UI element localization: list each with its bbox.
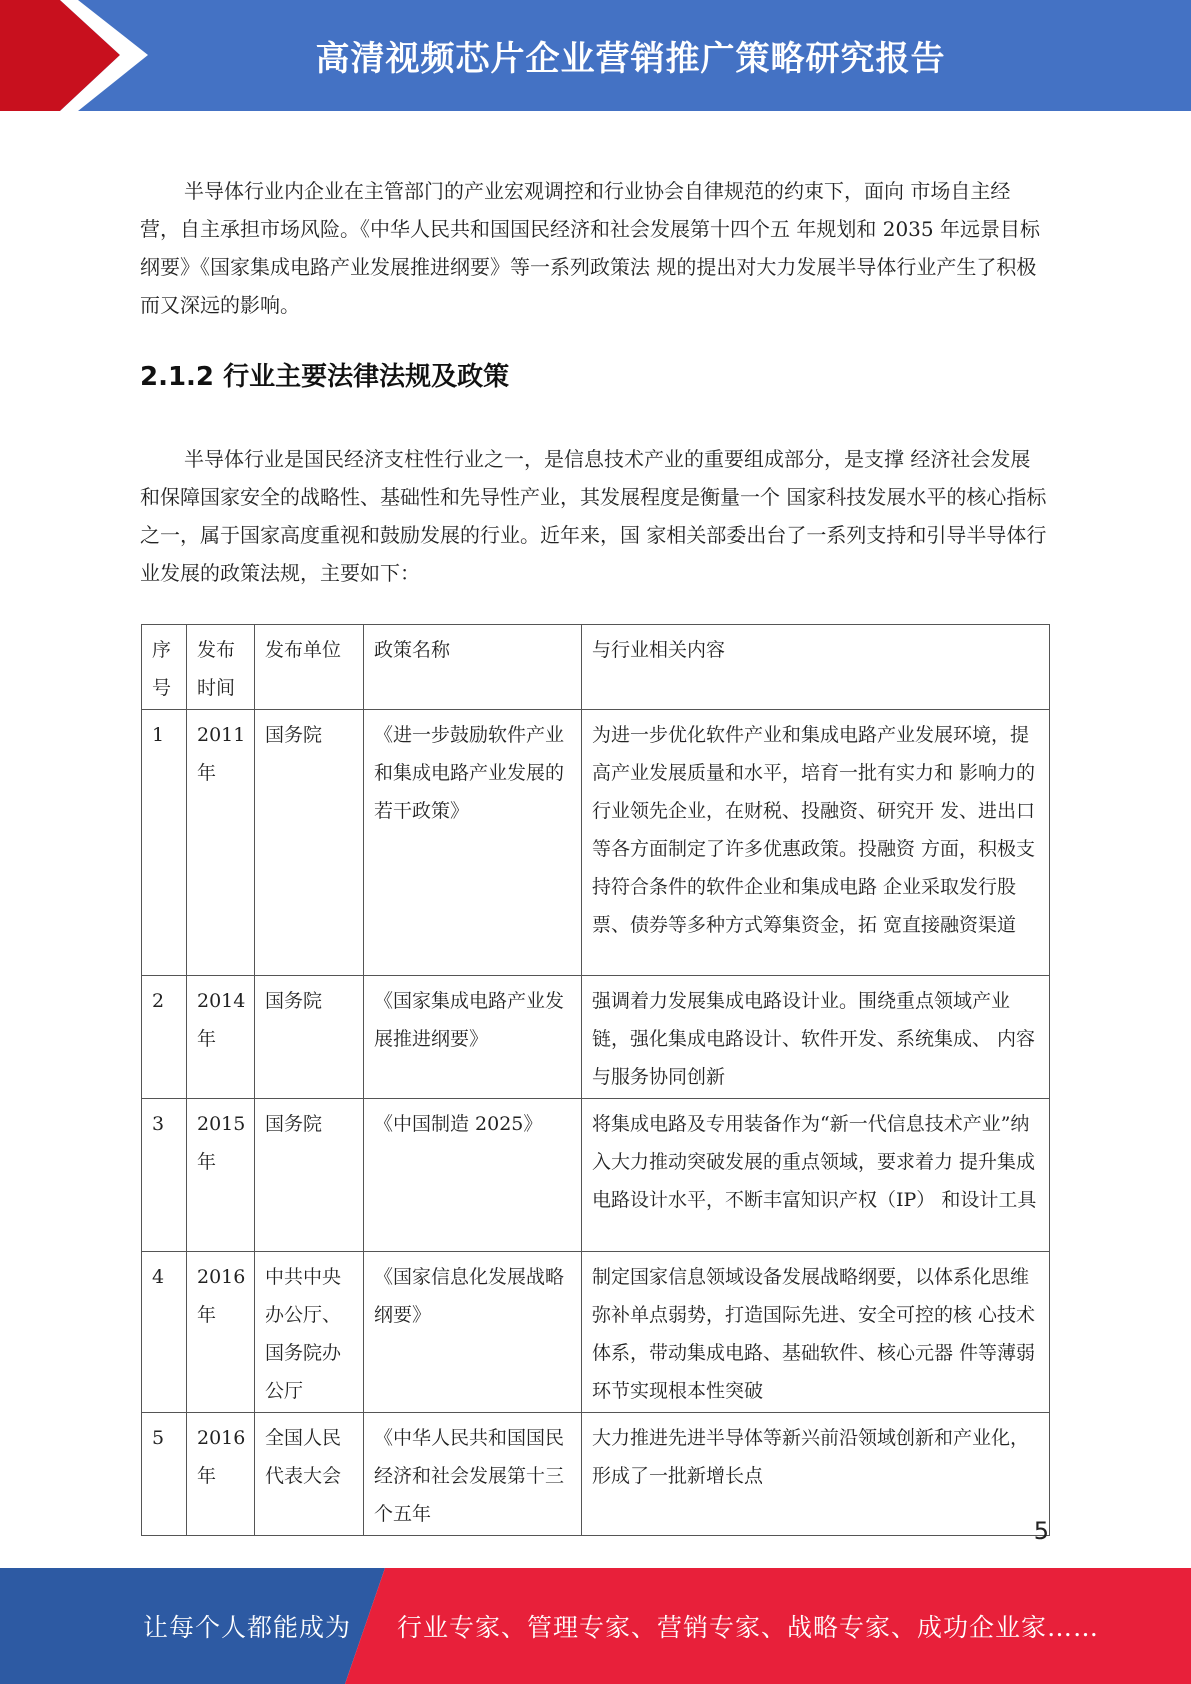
- cell-policy: 《中国制造 2025》: [364, 1099, 582, 1252]
- header-arrow-decoration: [0, 0, 150, 111]
- table-row: [142, 1413, 1050, 1536]
- cell-seq: 4: [142, 1252, 187, 1413]
- table-row: [142, 1252, 1050, 1413]
- page-number: 5: [1033, 1517, 1049, 1545]
- cell-seq: 1: [142, 710, 187, 976]
- cell-date: 2011年: [187, 710, 255, 976]
- intro-paragraph: 半导体行业内企业在主管部门的产业宏观调控和行业协会自律规范的约束下，面向 市场自主经营，自主承担市场风险。《中华人民共和国国民经济和社会发展第十四个五 年规划和 2035 年远景目标纲要》《国家集成电路产业发展推进纲要》等一系列政策法 规的提出对大力发展半导体行业产生了积极而又深远的影响。: [140, 179, 1040, 317]
- footer-slogan-right: 行业专家、管理专家、营销专家、战略专家、成功企业家……: [397, 1613, 1100, 1642]
- header-issuer: 发布单位: [255, 625, 364, 710]
- cell-date: 2014年: [187, 976, 255, 1099]
- table-row: [142, 710, 1050, 976]
- header-policy: 政策名称: [364, 625, 582, 710]
- cell-policy: 《国家集成电路产业发展推进纲要》: [364, 976, 582, 1099]
- cell-date: 2015年: [187, 1099, 255, 1252]
- cell-seq: 5: [142, 1413, 187, 1536]
- section-intro-paragraph: 半导体行业是国民经济支柱性行业之一，是信息技术产业的重要组成部分，是支撑 经济社会发展和保障国家安全的战略性、基础性和先导性产业，其发展程度是衡量一个 国家科技发展水平的核心指标之一，属于国家高度重视和鼓励发展的行业。近年来，国 家相关部委出台了一系列支持和引导半导体行业发展的政策法规，主要如下：: [140, 447, 1047, 585]
- section-heading: 2.1.2 行业主要法律法规及政策: [140, 362, 510, 392]
- header-content: 与行业相关内容: [582, 625, 1050, 710]
- cell-issuer: 国务院: [255, 710, 364, 976]
- table-row: [142, 976, 1050, 1099]
- cell-policy: 《中华人民共和国国民经济和社会发展第十三个五年: [364, 1413, 582, 1536]
- cell-policy: 《国家信息化发展战略纲要》: [364, 1252, 582, 1413]
- report-title: 高清视频芯片企业营销推广策略研究报告: [315, 39, 946, 79]
- table-header-row: [142, 625, 1050, 710]
- header-date: 发布时间: [187, 625, 255, 710]
- cell-issuer: 国务院: [255, 976, 364, 1099]
- cell-content: 为进一步优化软件产业和集成电路产业发展环境，提高产业发展质量和水平，培育一批有实力和 影响力的行业领先企业，在财税、投融资、研究开 发、进出口等各方面制定了许多优惠政策。投融资 方面，积极支持符合条件的软件企业和集成电路 企业采取发行股票、债券等多种方式筹集资金，拓 宽直接融资渠道: [582, 710, 1050, 976]
- cell-content: 大力推进先进半导体等新兴前沿领域创新和产业化，形成了一批新增长点: [582, 1413, 1050, 1536]
- cell-date: 2016年: [187, 1413, 255, 1536]
- cell-content: 将集成电路及专用装备作为“新一代信息技术产业”纳入大力推动突破发展的重点领域，要求着力 提升集成电路设计水平，不断丰富知识产权（IP） 和设计工具: [582, 1099, 1050, 1252]
- cell-issuer: 全国人民代表大会: [255, 1413, 364, 1536]
- cell-seq: 2: [142, 976, 187, 1099]
- page-header: [0, 0, 1191, 111]
- cell-policy: 《进一步鼓励软件产业和集成电路产业发展的若干政策》: [364, 710, 582, 976]
- header-seq: 序号: [142, 625, 187, 710]
- cell-date: 2016年: [187, 1252, 255, 1413]
- policy-table: [141, 624, 1050, 1536]
- cell-content: 制定国家信息领域设备发展战略纲要，以体系化思维弥补单点弱势，打造国际先进、安全可控的核 心技术体系，带动集成电路、基础软件、核心元器 件等薄弱环节实现根本性突破: [582, 1252, 1050, 1413]
- table-row: [142, 1099, 1050, 1252]
- cell-seq: 3: [142, 1099, 187, 1252]
- cell-issuer: 国务院: [255, 1099, 364, 1252]
- cell-issuer: 中共中央办公厅、国务院办公厅: [255, 1252, 364, 1413]
- cell-content: 强调着力发展集成电路设计业。围绕重点领域产业链，强化集成电路设计、软件开发、系统集成、 内容与服务协同创新: [582, 976, 1050, 1099]
- footer-slogan-left: 让每个人都能成为: [143, 1613, 352, 1642]
